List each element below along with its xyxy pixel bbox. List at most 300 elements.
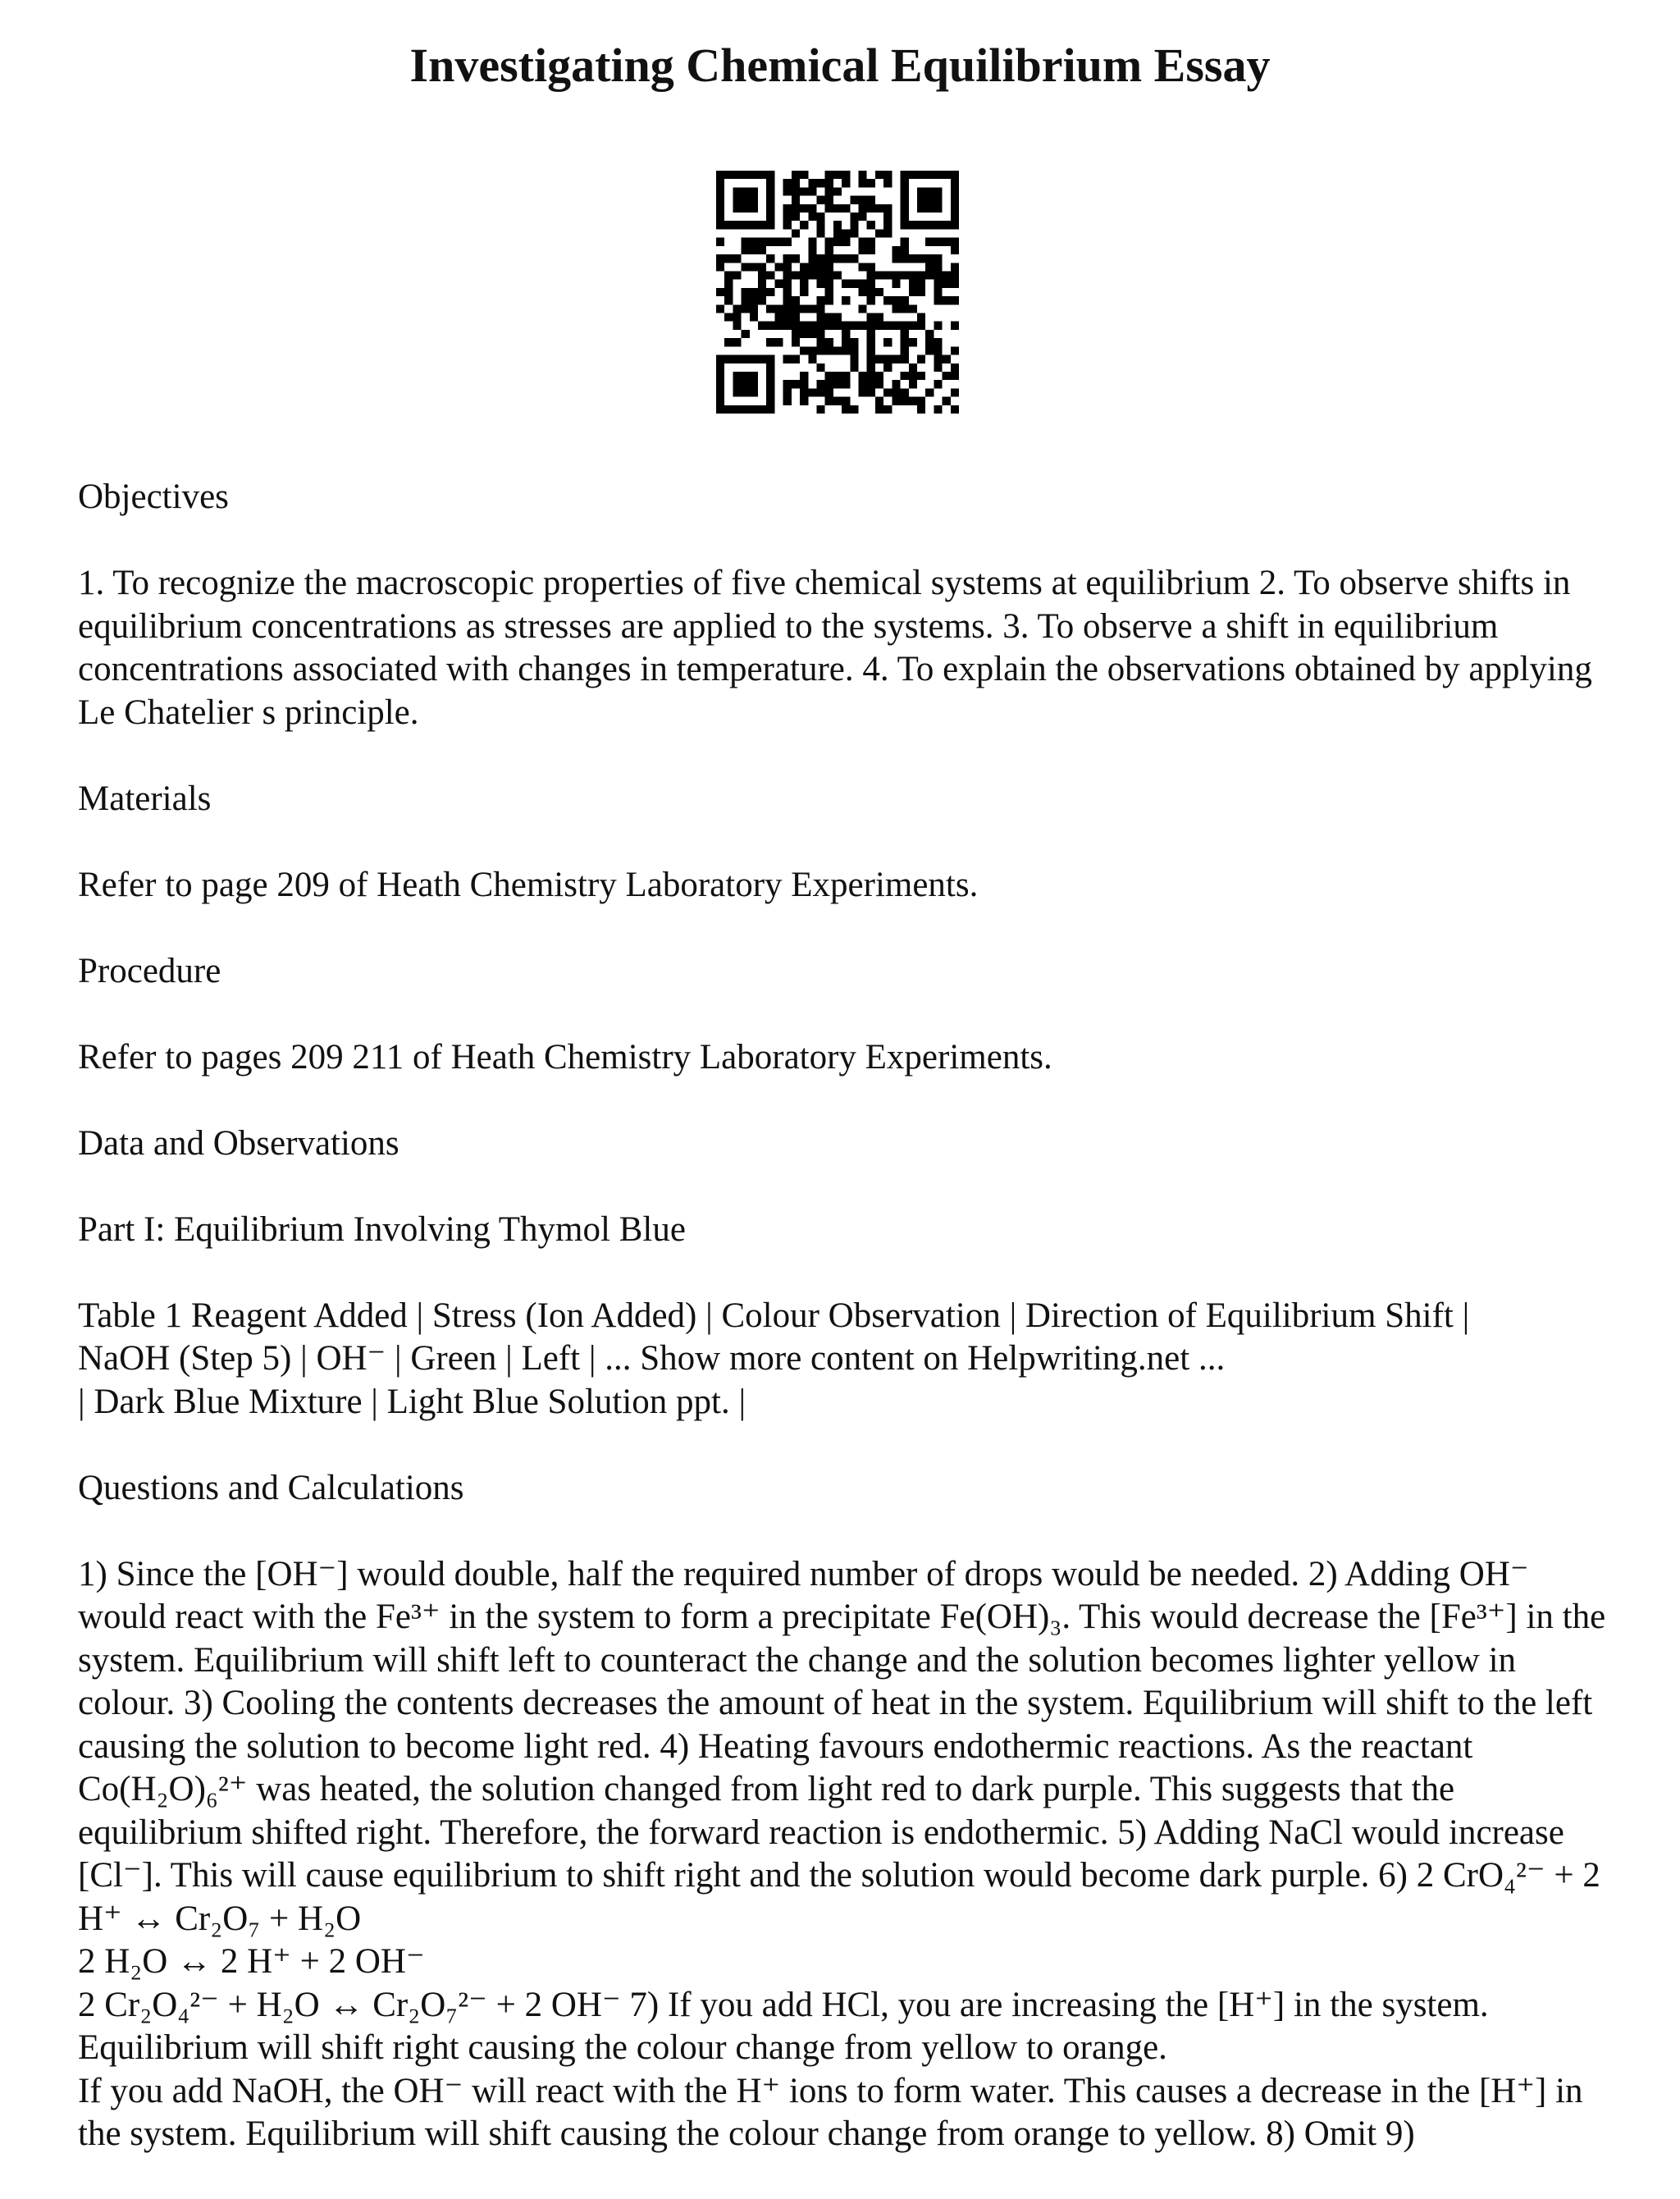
qr-module bbox=[733, 322, 741, 330]
table-1-header-line: Table 1 Reagent Added | Stress (Ion Added) | Colour Observation | Direction of Equilibrium Shift | bbox=[78, 1296, 1470, 1335]
qr-module bbox=[758, 246, 766, 254]
qr-module bbox=[792, 330, 800, 338]
qr-module bbox=[783, 204, 792, 213]
qr-module bbox=[909, 221, 917, 229]
qr-module bbox=[901, 271, 909, 279]
qr-module bbox=[750, 196, 758, 204]
qr-module bbox=[774, 263, 783, 271]
qr-module bbox=[833, 271, 842, 279]
qr-module bbox=[867, 179, 875, 187]
qr-module bbox=[867, 263, 875, 271]
qr-module bbox=[833, 171, 842, 179]
qr-module bbox=[792, 304, 800, 313]
qr-module bbox=[724, 221, 733, 229]
qr-module bbox=[808, 330, 816, 338]
qr-module bbox=[909, 304, 917, 313]
qr-module bbox=[716, 380, 724, 388]
qr-module bbox=[792, 313, 800, 322]
qr-module bbox=[733, 388, 741, 396]
qr-module bbox=[943, 397, 951, 405]
qr-module bbox=[934, 338, 942, 346]
qr-module bbox=[783, 304, 792, 313]
qr-module bbox=[783, 187, 792, 195]
qr-module bbox=[750, 204, 758, 213]
qr-module bbox=[766, 179, 774, 187]
qr-module bbox=[825, 380, 833, 388]
qr-module bbox=[934, 221, 942, 229]
qr-module bbox=[733, 204, 741, 213]
qr-module bbox=[909, 254, 917, 263]
qr-module bbox=[742, 388, 750, 396]
qr-module bbox=[934, 263, 942, 271]
qr-module bbox=[800, 388, 808, 396]
procedure-heading: Procedure bbox=[78, 951, 221, 990]
qr-module bbox=[951, 263, 959, 271]
qr-module bbox=[909, 380, 917, 388]
qr-module bbox=[901, 397, 909, 405]
qr-module bbox=[859, 380, 867, 388]
qr-module bbox=[825, 296, 833, 304]
qr-module bbox=[892, 246, 900, 254]
qr-module bbox=[825, 338, 833, 346]
qr-module bbox=[833, 229, 842, 237]
qr-module bbox=[883, 221, 892, 229]
qr-module bbox=[917, 204, 925, 213]
qr-module bbox=[901, 238, 909, 246]
qr-module bbox=[842, 296, 850, 304]
objectives-heading: Objectives bbox=[78, 478, 229, 516]
qr-module bbox=[901, 179, 909, 187]
qr-module bbox=[951, 280, 959, 288]
qr-module bbox=[925, 346, 934, 354]
qr-module bbox=[783, 288, 792, 296]
qr-module bbox=[842, 330, 850, 338]
qr-module bbox=[867, 246, 875, 254]
qr-module bbox=[875, 372, 883, 380]
qr-module bbox=[792, 322, 800, 330]
qr-module bbox=[758, 322, 766, 330]
qr-module bbox=[783, 388, 792, 396]
qr-module bbox=[792, 187, 800, 195]
qr-module bbox=[934, 187, 942, 195]
qr-module bbox=[825, 388, 833, 396]
qr-module bbox=[758, 355, 766, 363]
qr-module bbox=[766, 238, 774, 246]
qr-module bbox=[951, 372, 959, 380]
qr-module bbox=[750, 171, 758, 179]
qr-module bbox=[816, 213, 824, 221]
qr-module bbox=[724, 280, 733, 288]
qr-module bbox=[892, 271, 900, 279]
qr-module bbox=[925, 204, 934, 213]
qr-module bbox=[742, 263, 750, 271]
qr-module bbox=[943, 372, 951, 380]
qr-module bbox=[892, 388, 900, 396]
qr-module bbox=[825, 238, 833, 246]
qr-module bbox=[934, 355, 942, 363]
qr-module bbox=[766, 221, 774, 229]
qr-module bbox=[842, 179, 850, 187]
qr-module bbox=[850, 221, 858, 229]
qr-module bbox=[792, 355, 800, 363]
qr-module bbox=[766, 388, 774, 396]
qr-module bbox=[808, 187, 816, 195]
qr-module bbox=[850, 338, 858, 346]
qr-module bbox=[816, 263, 824, 271]
qr-module bbox=[724, 313, 733, 322]
qr-module bbox=[917, 397, 925, 405]
qr-module bbox=[833, 254, 842, 263]
qr-module bbox=[733, 355, 741, 363]
qr-module bbox=[783, 296, 792, 304]
qr-module bbox=[800, 372, 808, 380]
qr-module bbox=[733, 372, 741, 380]
qr-module bbox=[766, 213, 774, 221]
qr-module bbox=[859, 171, 867, 179]
qr-module bbox=[792, 204, 800, 213]
document-title: Investigating Chemical Equilibrium Essay bbox=[409, 39, 1271, 92]
qr-module bbox=[842, 171, 850, 179]
qr-module bbox=[716, 213, 724, 221]
qr-module bbox=[901, 388, 909, 396]
qr-module bbox=[883, 271, 892, 279]
qr-module bbox=[792, 213, 800, 221]
qr-module bbox=[800, 221, 808, 229]
qr-module bbox=[733, 313, 741, 322]
qr-module bbox=[943, 271, 951, 279]
qr-module bbox=[808, 179, 816, 187]
qr-module bbox=[917, 280, 925, 288]
qr-module bbox=[825, 271, 833, 279]
qr-module bbox=[867, 296, 875, 304]
qr-module bbox=[750, 221, 758, 229]
qr-module bbox=[733, 405, 741, 414]
qr-module bbox=[901, 171, 909, 179]
qr-module bbox=[917, 322, 925, 330]
answers-paragraph-1: 1) Since the [OH⁻] would double, half the required number of drops would be needed. 2) Adding OH⁻ would react with the Fe³⁺ in the system to form a precipitate Fe(OH)₃. This would decrease the [Fe³⁺] in the system. Equilibrium will shift left to counteract the change and the solution becomes lighter yellow in colour. 3) Cooling the contents decreases the amount of heat in the system. Equilibrium will shift to the left causing the solution to become light red. 4) Heating favours endothermic reactions. As the reactant Co(H₂O)₆²⁺ was heated, the solution changed from light red to dark purple. This suggests that the equilibrium shifted right. Therefore, the forward reaction is endothermic. 5) Adding NaCl would increase [Cl⁻]. This will cause equilibrium to shift right and the solution would become dark purple. 6) 2 CrO₄²⁻ + 2 H⁺ ↔ Cr₂O₇ + H₂O bbox=[78, 1554, 1606, 1938]
qr-module bbox=[783, 397, 792, 405]
qr-module bbox=[800, 380, 808, 388]
qr-module bbox=[742, 238, 750, 246]
qr-module bbox=[724, 254, 733, 263]
qr-module bbox=[943, 171, 951, 179]
qr-module bbox=[800, 346, 808, 354]
qr-module bbox=[800, 187, 808, 195]
qr-module bbox=[808, 263, 816, 271]
qr-module bbox=[742, 330, 750, 338]
qr-module bbox=[716, 187, 724, 195]
qr-module bbox=[783, 238, 792, 246]
qr-module bbox=[766, 363, 774, 372]
qr-module bbox=[850, 196, 858, 204]
qr-module bbox=[867, 221, 875, 229]
qr-module bbox=[825, 313, 833, 322]
qr-module bbox=[859, 246, 867, 254]
qr-module bbox=[750, 238, 758, 246]
qr-module bbox=[816, 346, 824, 354]
qr-module bbox=[783, 213, 792, 221]
qr-module bbox=[917, 355, 925, 363]
qr-module bbox=[901, 338, 909, 346]
qr-module bbox=[875, 313, 883, 322]
qr-module bbox=[833, 322, 842, 330]
qr-module bbox=[867, 346, 875, 354]
qr-module bbox=[792, 380, 800, 388]
qr-module bbox=[783, 322, 792, 330]
answers-paragraph-3: If you add NaOH, the OH⁻ will react with the H⁺ ions to form water. This causes a decrease in the [H⁺] in the system. Equilibrium will shift causing the colour change from orange to yellow. 8) Omit 9) bbox=[78, 2071, 1583, 2153]
qr-module bbox=[925, 196, 934, 204]
qr-module bbox=[867, 363, 875, 372]
qr-module bbox=[733, 187, 741, 195]
qr-module bbox=[842, 280, 850, 288]
qr-module bbox=[925, 330, 934, 338]
qr-module bbox=[867, 372, 875, 380]
qr-module bbox=[758, 280, 766, 288]
qr-code-icon bbox=[716, 171, 959, 414]
qr-module bbox=[859, 322, 867, 330]
qr-module bbox=[842, 238, 850, 246]
qr-module bbox=[766, 338, 774, 346]
qr-module bbox=[875, 288, 883, 296]
qr-module bbox=[724, 296, 733, 304]
qr-module bbox=[951, 221, 959, 229]
qr-module bbox=[758, 171, 766, 179]
qr-module bbox=[909, 363, 917, 372]
qr-module bbox=[750, 246, 758, 254]
qr-module bbox=[783, 221, 792, 229]
qr-module bbox=[867, 322, 875, 330]
qr-module bbox=[867, 280, 875, 288]
qr-module bbox=[909, 288, 917, 296]
qr-module bbox=[774, 304, 783, 313]
qr-module bbox=[825, 346, 833, 354]
materials-text: Refer to page 209 of Heath Chemistry Laboratory Experiments. bbox=[78, 865, 979, 904]
qr-module bbox=[733, 304, 741, 313]
qr-module bbox=[742, 196, 750, 204]
qr-module bbox=[867, 380, 875, 388]
qr-module bbox=[917, 187, 925, 195]
qr-module bbox=[750, 296, 758, 304]
qr-module bbox=[943, 355, 951, 363]
qr-module bbox=[800, 304, 808, 313]
qr-module bbox=[875, 271, 883, 279]
qr-module bbox=[733, 171, 741, 179]
qr-module bbox=[800, 322, 808, 330]
qr-module bbox=[901, 304, 909, 313]
qr-module bbox=[859, 280, 867, 288]
qr-module bbox=[875, 204, 883, 213]
qr-module bbox=[883, 388, 892, 396]
qr-module bbox=[951, 363, 959, 372]
qr-module bbox=[716, 221, 724, 229]
qr-module bbox=[883, 296, 892, 304]
qr-module bbox=[833, 346, 842, 354]
qr-module bbox=[951, 238, 959, 246]
qr-module bbox=[867, 196, 875, 204]
qr-module bbox=[925, 271, 934, 279]
qr-module bbox=[816, 221, 824, 229]
qr-module bbox=[816, 322, 824, 330]
qr-module bbox=[934, 238, 942, 246]
qr-module bbox=[716, 254, 724, 263]
qr-module bbox=[742, 355, 750, 363]
qr-module bbox=[901, 246, 909, 254]
qr-module bbox=[833, 204, 842, 213]
qr-module bbox=[733, 254, 741, 263]
qr-module bbox=[724, 171, 733, 179]
qr-module bbox=[934, 171, 942, 179]
qr-module bbox=[867, 355, 875, 363]
qr-module bbox=[934, 204, 942, 213]
qr-module bbox=[758, 263, 766, 271]
qr-module bbox=[909, 397, 917, 405]
qr-module bbox=[800, 397, 808, 405]
qr-module bbox=[892, 322, 900, 330]
qr-module bbox=[859, 196, 867, 204]
qr-module bbox=[934, 288, 942, 296]
qr-module bbox=[816, 405, 824, 414]
qr-module bbox=[842, 405, 850, 414]
qr-module bbox=[783, 355, 792, 363]
qr-module bbox=[917, 271, 925, 279]
table-1-row-line-2: | Dark Blue Mixture | Light Blue Solution ppt. | bbox=[78, 1382, 746, 1421]
qr-module bbox=[934, 380, 942, 388]
qr-module bbox=[716, 304, 724, 313]
qr-module bbox=[833, 372, 842, 380]
qr-module bbox=[917, 405, 925, 414]
qr-module bbox=[825, 187, 833, 195]
qr-module bbox=[951, 271, 959, 279]
qr-module bbox=[783, 179, 792, 187]
qr-module bbox=[917, 372, 925, 380]
qr-module bbox=[816, 388, 824, 396]
qr-module bbox=[883, 405, 892, 414]
qr-module bbox=[825, 322, 833, 330]
qr-module bbox=[800, 204, 808, 213]
qr-module bbox=[951, 388, 959, 396]
qr-module bbox=[792, 179, 800, 187]
qr-module bbox=[800, 271, 808, 279]
qr-module bbox=[859, 263, 867, 271]
qr-module bbox=[825, 288, 833, 296]
procedure-text: Refer to pages 209 211 of Heath Chemistry Laboratory Experiments. bbox=[78, 1037, 1052, 1077]
qr-module bbox=[716, 397, 724, 405]
qr-module bbox=[833, 313, 842, 322]
qr-module bbox=[867, 330, 875, 338]
qr-module bbox=[850, 346, 858, 354]
qr-module bbox=[833, 397, 842, 405]
qr-module bbox=[892, 355, 900, 363]
qr-module bbox=[842, 372, 850, 380]
qr-module bbox=[925, 338, 934, 346]
qr-module bbox=[934, 322, 942, 330]
qr-module bbox=[842, 380, 850, 388]
qr-module bbox=[724, 355, 733, 363]
qr-module bbox=[901, 204, 909, 213]
qr-module bbox=[733, 271, 741, 279]
qr-module bbox=[758, 221, 766, 229]
qr-module bbox=[800, 280, 808, 288]
qr-module bbox=[842, 338, 850, 346]
qr-module bbox=[724, 405, 733, 414]
qr-module bbox=[825, 263, 833, 271]
qr-module bbox=[750, 380, 758, 388]
qr-module bbox=[925, 187, 934, 195]
qr-module bbox=[750, 372, 758, 380]
qr-module bbox=[808, 271, 816, 279]
qr-module bbox=[943, 221, 951, 229]
qr-module bbox=[716, 263, 724, 271]
qr-module bbox=[875, 171, 883, 179]
materials-heading: Materials bbox=[78, 779, 212, 818]
qr-module bbox=[951, 171, 959, 179]
qr-module bbox=[883, 229, 892, 237]
qr-module bbox=[792, 254, 800, 263]
qr-module bbox=[716, 388, 724, 396]
qr-module bbox=[816, 196, 824, 204]
qr-module bbox=[783, 313, 792, 322]
qr-module bbox=[766, 288, 774, 296]
qr-module bbox=[909, 280, 917, 288]
qr-module bbox=[859, 388, 867, 396]
qr-module bbox=[833, 187, 842, 195]
qr-module bbox=[716, 288, 724, 296]
qr-module bbox=[825, 372, 833, 380]
qr-module bbox=[901, 196, 909, 204]
objectives-text: 1. To recognize the macroscopic properties of five chemical systems at equilibrium 2. To observe shifts in equilibrium concentrations as stresses are applied to the systems. 3. To observe a shift in equilibrium concentrations associated with changes in temperature. 4. To explain the observations obtained by applying Le Chatelier s principle. bbox=[78, 564, 1592, 732]
qr-module bbox=[842, 397, 850, 405]
qr-module bbox=[917, 196, 925, 204]
qr-module bbox=[859, 179, 867, 187]
qr-module bbox=[783, 254, 792, 263]
qr-module bbox=[850, 405, 858, 414]
qr-module bbox=[808, 322, 816, 330]
qr-module bbox=[850, 213, 858, 221]
qr-module bbox=[766, 372, 774, 380]
qr-module bbox=[901, 372, 909, 380]
qr-module bbox=[925, 221, 934, 229]
qr-module bbox=[951, 246, 959, 254]
qr-module bbox=[875, 355, 883, 363]
qr-module bbox=[742, 171, 750, 179]
qr-module bbox=[892, 380, 900, 388]
qr-module bbox=[951, 213, 959, 221]
qr-module bbox=[758, 271, 766, 279]
qr-module bbox=[925, 171, 934, 179]
qr-module bbox=[892, 397, 900, 405]
qr-module bbox=[742, 204, 750, 213]
part1-heading: Part I: Equilibrium Involving Thymol Blue bbox=[78, 1209, 686, 1249]
qr-module bbox=[943, 238, 951, 246]
qr-module bbox=[808, 238, 816, 246]
qr-module bbox=[716, 171, 724, 179]
qr-module bbox=[901, 330, 909, 338]
qr-module bbox=[766, 187, 774, 195]
qr-module bbox=[859, 238, 867, 246]
qr-module bbox=[742, 288, 750, 296]
qr-module bbox=[774, 238, 783, 246]
qr-module bbox=[850, 280, 858, 288]
qr-module bbox=[816, 313, 824, 322]
qr-module bbox=[766, 355, 774, 363]
qr-module bbox=[783, 380, 792, 388]
qr-module bbox=[867, 238, 875, 246]
qr-module bbox=[909, 338, 917, 346]
qr-module bbox=[825, 397, 833, 405]
qr-module bbox=[842, 229, 850, 237]
qr-module bbox=[901, 187, 909, 195]
qr-module bbox=[800, 171, 808, 179]
